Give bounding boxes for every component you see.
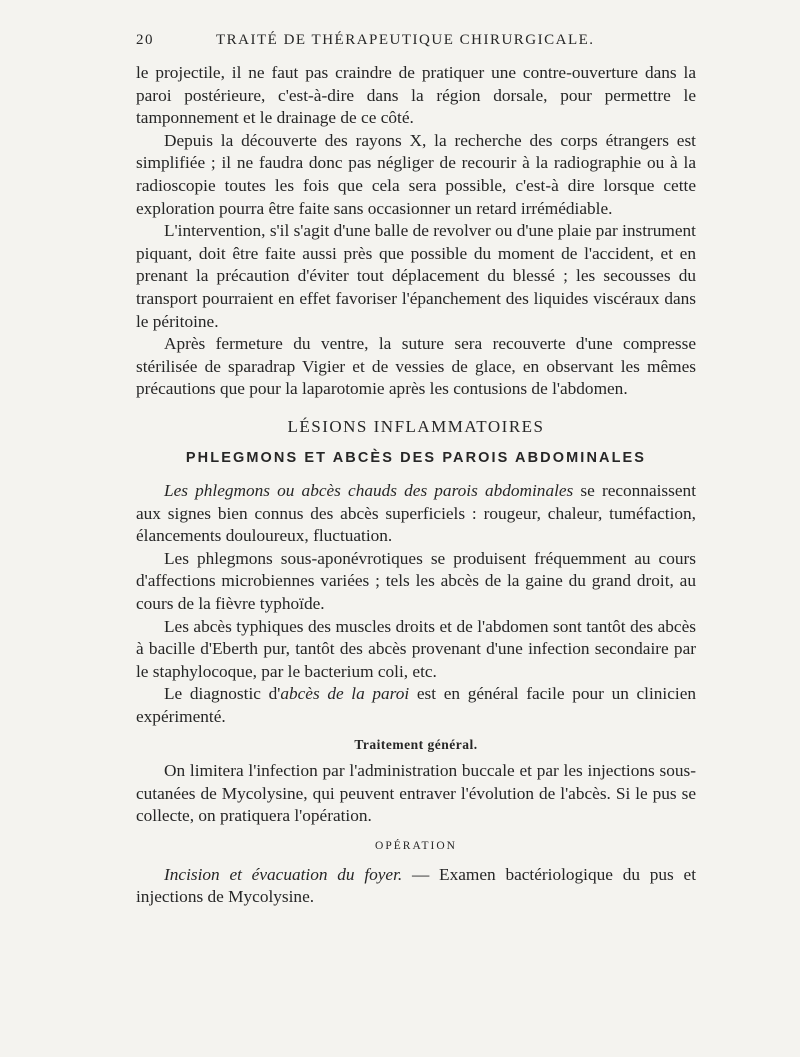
paragraph-5	[136, 480, 696, 548]
paragraph-4: Après fermeture du ventre, la suture sera recouverte d'une compresse stérilisée de sparadrap Vigier et de vessies de glace, en observant les mêmes précautions que pour la laparotomie après les contusions de l'abdomen.	[136, 334, 696, 399]
paragraph-1: le projectile, il ne faut pas craindre de pratiquer une contre-ouverture dans la paroi postérieure, c'est-à-dire dans la région dorsale, pour permettre le tamponnement et le drainage de ce côté.	[136, 63, 696, 128]
subsection-title: PHLEGMONS ET ABCÈS DES PAROIS ABDOMINALES	[185, 449, 647, 466]
traitement-heading: Traitement général.	[354, 736, 478, 752]
paragraph-2: Depuis la découverte des rayons X, la recherche des corps étrangers est simplifiée ; il ne faudra donc pas négliger de recourir à la radiographie ou à la radioscopie toutes les fois que cela sera possible, c'est-à dire lorsque cette exploration pourra être faite sans occasionner un retard irrémédiable.	[136, 130, 696, 218]
paragraph-8-italic: abcès de la paroi	[280, 684, 410, 704]
paragraph-8-start: Le diagnostic d'	[164, 684, 281, 704]
paragraph-8-rest: est en général facile pour un clinicien expérimenté.	[136, 684, 697, 727]
paragraph-6: Les phlegmons sous-aponévrotiques se produisent fréquemment au cours d'affections microbiennes variées ; tels les abcès de la gaine du grand droit, au cours de la fièvre typhoïde.	[136, 548, 696, 614]
paragraph-3: L'intervention, s'il s'agit d'une balle de revolver ou d'une plaie par instrument piquant, doit être faite aussi près que possible du moment de l'accident, et en prenant la précaution d'éviter tout déplacement du blessé ; les secousses du transport pourraient en effet favoriser l'épanchement des liquides viscéraux dans le péritoine.	[136, 221, 696, 331]
paragraph-7: Les abcès typhiques des muscles droits et de l'abdomen sont tantôt des abcès à bacille d'Eberth pur, tantôt des abcès provenant d'une infection secondaire par le staphylocoque, par le bacterium coli, etc.	[136, 616, 696, 681]
paragraph-5-italic: Les phlegmons ou abcès chauds des parois abdominales	[164, 481, 574, 501]
paragraph-10	[136, 864, 696, 909]
running-title: TRAITÉ DE THÉRAPEUTIQUE CHIRURGICALE.	[216, 32, 595, 48]
paragraph-8	[136, 683, 696, 728]
paragraph-10-rest: — Examen bactériologique du pus et injections de Mycolysine.	[136, 864, 696, 907]
section-title: LÉSIONS INFLAMMATOIRES	[287, 416, 545, 436]
page-body	[136, 62, 696, 909]
paragraph-9: On limitera l'infection par l'administration buccale et par les injections sous-cutanées de Mycolysine, qui peuvent entraver l'évolution de l'abcès. Si le pus se collecte, on pratiquera l'opération.	[136, 761, 696, 826]
paragraph-10-italic: Incision et évacuation du foyer.	[164, 864, 403, 884]
operation-heading: OPÉRATION	[375, 840, 457, 852]
paragraph-5-rest: se reconnaissent aux signes bien connus des abcès superficiels : rougeur, chaleur, tuméfaction, élancements douloureux, fluctuation.	[136, 481, 696, 546]
page-number: 20	[136, 32, 154, 48]
